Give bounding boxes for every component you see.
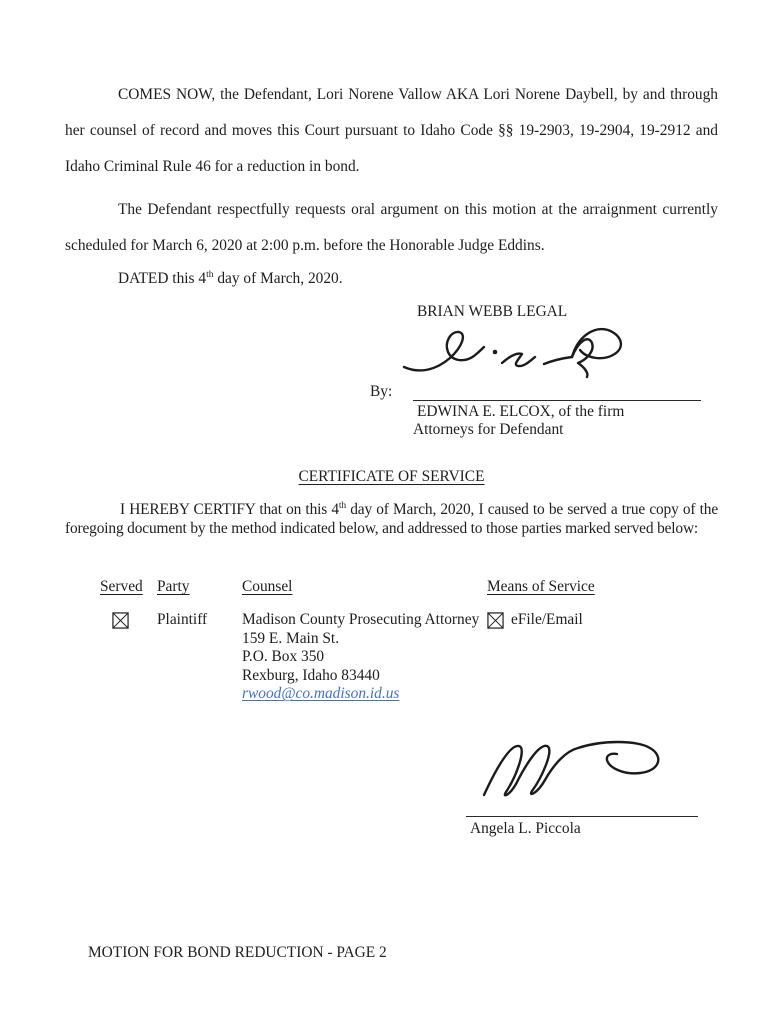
counsel-line: Madison County Prosecuting Attorney xyxy=(242,611,480,628)
dated-prefix: DATED this 4 xyxy=(118,270,207,287)
piccola-signature-image xyxy=(478,733,668,803)
means-of-service-label: eFile/Email xyxy=(511,611,583,628)
certificate-of-service-title xyxy=(0,468,783,486)
counsel-line: Rexburg, Idaho 83440 xyxy=(242,666,380,684)
counsel-cell xyxy=(242,611,479,704)
page-footer: MOTION FOR BOND REDUCTION - PAGE 2 xyxy=(88,944,387,961)
paragraph-oral-argument: The Defendant respectfully requests oral argument on this motion at the arraignment currently scheduled for March 6, 2020 at 2:00 p.m. before the Honorable Judge Eddins. xyxy=(65,201,718,254)
counsel-line: P.O. Box 350 xyxy=(242,648,325,666)
certificate-statement-ordinal: th xyxy=(338,499,346,511)
served-checked-checkbox-icon xyxy=(112,612,129,629)
means-of-service-cell xyxy=(487,611,583,629)
certificate-statement-suffix: day of March, 2020, I caused to be served a true copy of the foregoing document by the method indicated below, and addressed to those parties marked served below: xyxy=(65,501,719,537)
signer-name: Angela L. Piccola xyxy=(470,820,581,837)
dated-line xyxy=(65,261,718,297)
counsel-line: 159 E. Main St. xyxy=(242,629,340,647)
counsel-email-link[interactable]: rwood@co.madison.id.us xyxy=(242,685,400,703)
paragraph-comes-now: COMES NOW, the Defendant, Lori Norene Vallow AKA Lori Norene Daybell, by and through her counsel of record and moves this Court pursuant to Idaho Code §§ 19-2903, 19-2904, 19-2912 and Idaho Criminal Rule 46 for a reduction in bond. xyxy=(65,86,718,175)
certificate-title-text: CERTIFICATE OF SERVICE xyxy=(298,468,485,485)
dated-suffix: day of March, 2020. xyxy=(213,270,343,287)
table-header-served: Served xyxy=(100,578,143,595)
dated-ordinal: th xyxy=(206,268,214,280)
certificate-statement xyxy=(65,501,718,538)
party-cell: Plaintiff xyxy=(157,611,208,628)
table-header-means-of-service: Means of Service xyxy=(487,578,595,595)
firm-name: BRIAN WEBB LEGAL xyxy=(417,303,568,320)
by-label: By: xyxy=(370,383,393,400)
certificate-statement-prefix: I HEREBY CERTIFY that on this 4 xyxy=(120,501,339,518)
signer-signature-line xyxy=(466,816,698,817)
attorney-signature-line xyxy=(413,400,701,401)
attorney-role-line: Attorneys for Defendant xyxy=(413,421,564,438)
efile-email-checked-checkbox-icon xyxy=(487,612,504,629)
elcox-signature-image xyxy=(398,320,628,380)
table-header-party: Party xyxy=(157,578,190,595)
attorney-name-line: EDWINA E. ELCOX, of the firm xyxy=(417,403,625,420)
table-header-counsel: Counsel xyxy=(242,578,293,595)
